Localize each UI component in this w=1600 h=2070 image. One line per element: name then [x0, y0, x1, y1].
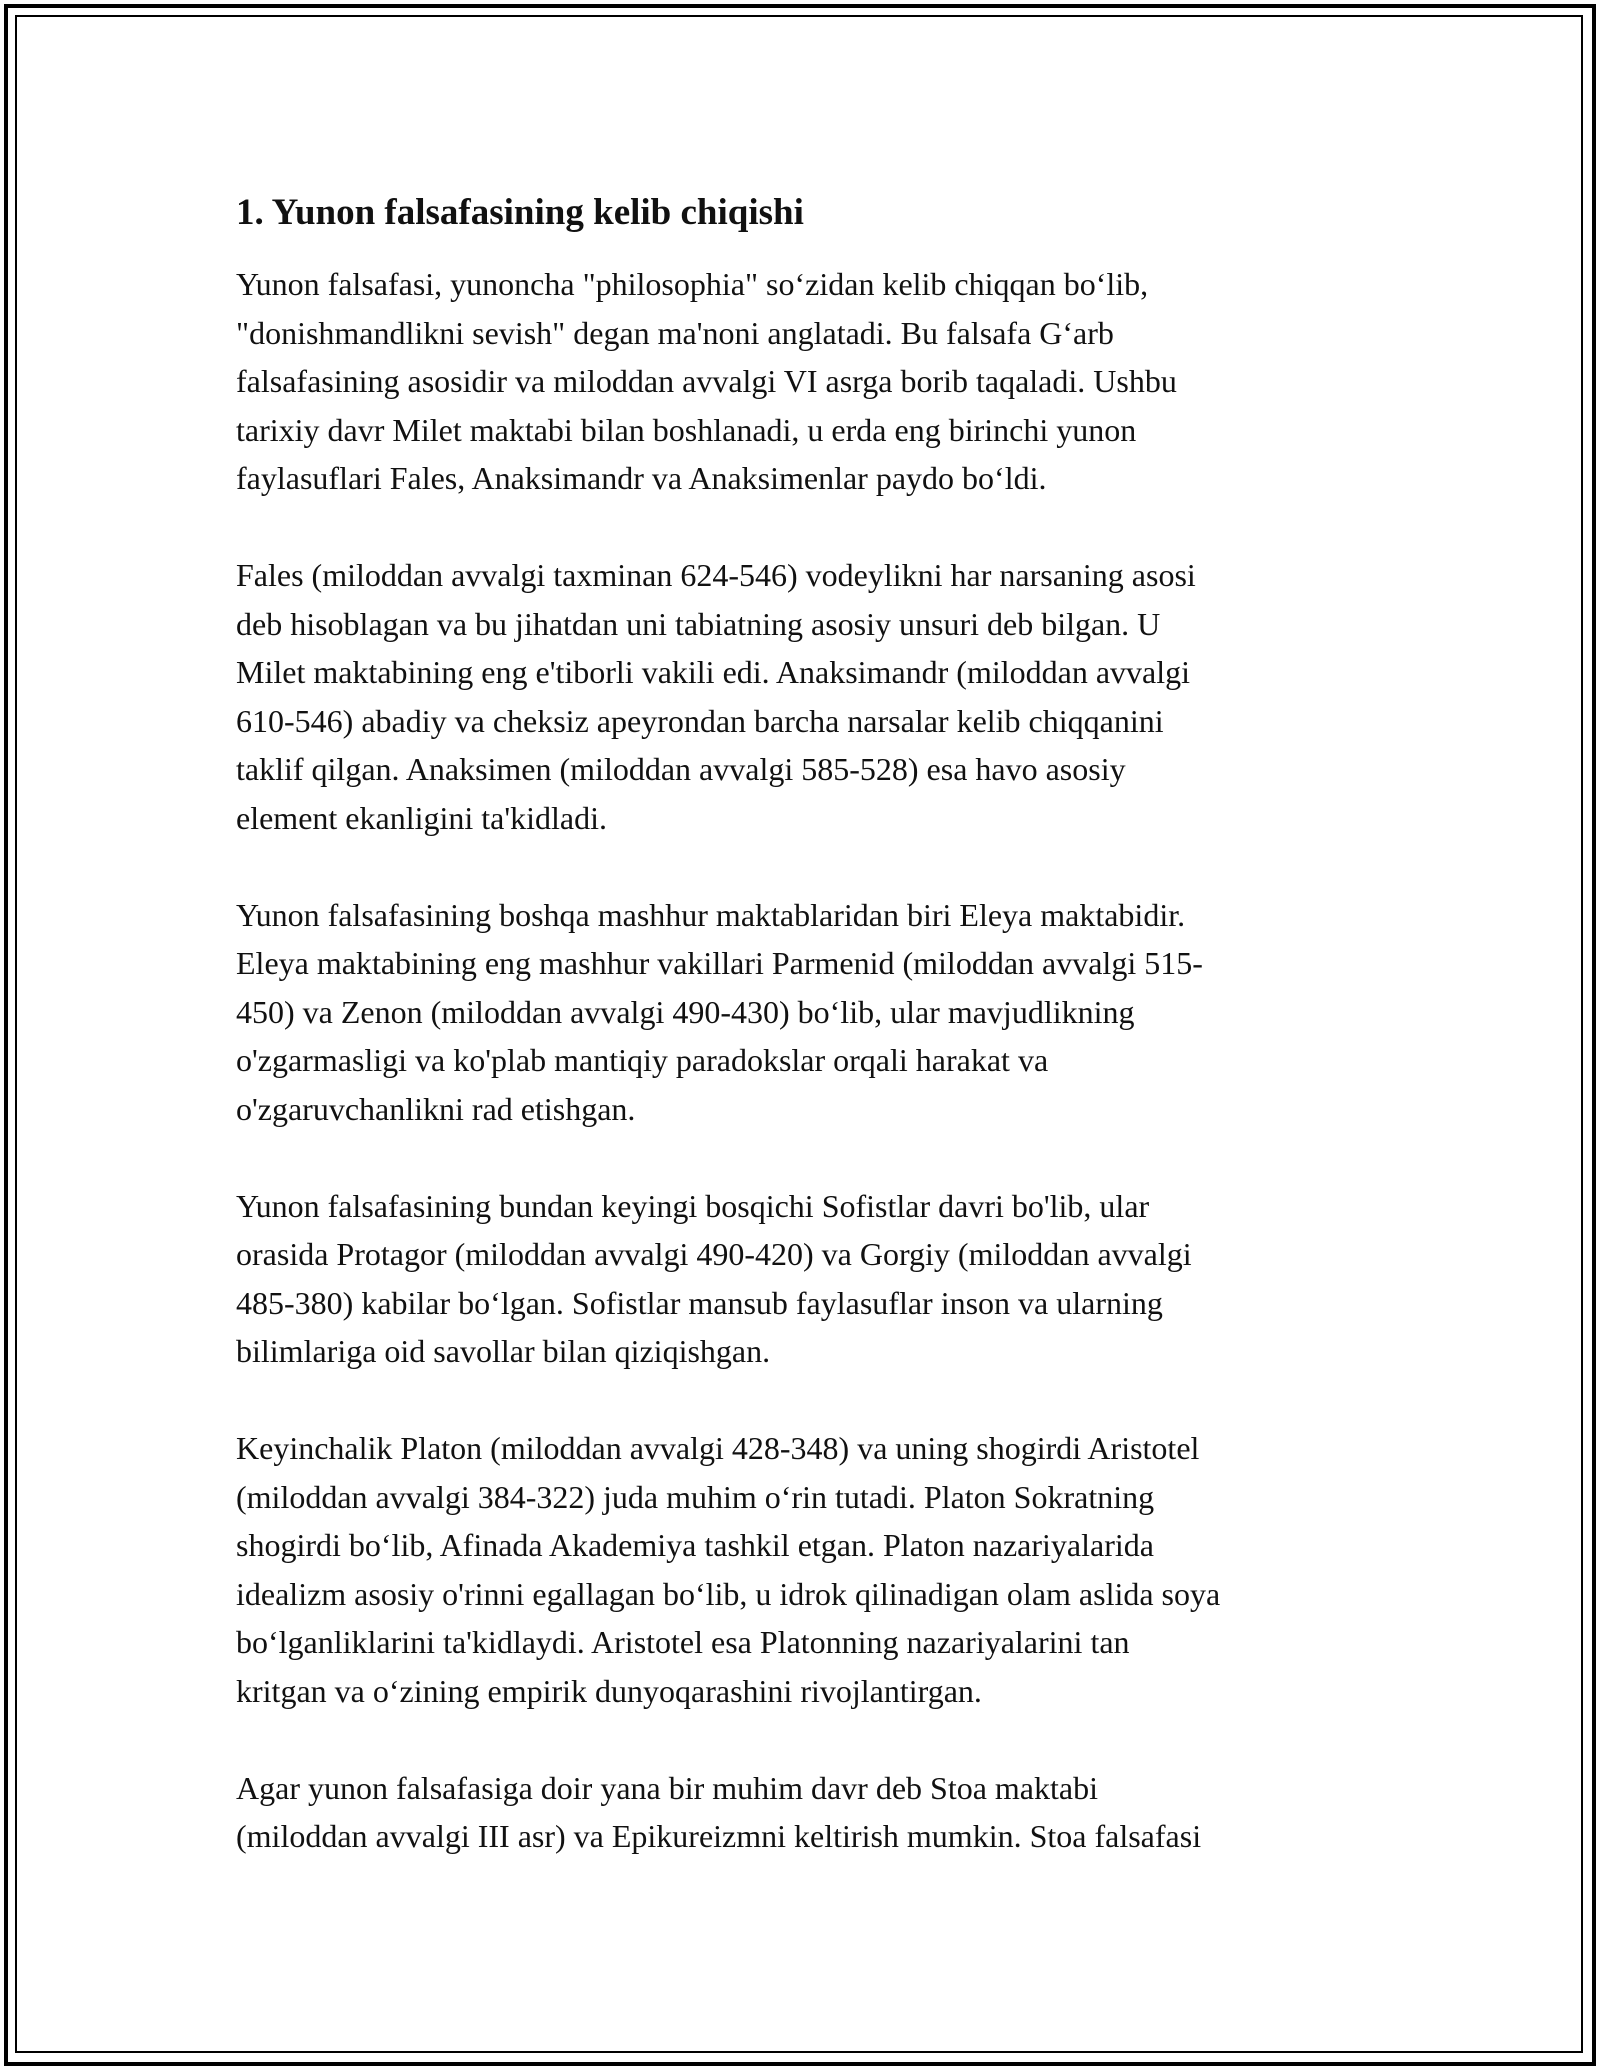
text-line: (miloddan avvalgi 384-322) juda muhim o‘rin tutadi. Platon Sokratning [236, 1478, 1155, 1515]
text-line: Agar yunon falsafasiga doir yana bir muhim davr deb Stoa maktabi [236, 1769, 1098, 1806]
text-line: bo‘lganliklarini ta'kidlaydi. Aristotel esa Platonning nazariyalarini tan [236, 1624, 1130, 1660]
paragraph-sofistlar [236, 1182, 1376, 1376]
section-title: 1. Yunon falsafasining kelib chiqishi [236, 192, 804, 233]
text-line: 610-546) abadiy va cheksiz apeyrondan barcha narsalar kelib chiqqanini [236, 702, 1164, 739]
text-line: element ekanligini ta'kidladi. [236, 799, 607, 836]
text-line: idealizm asosiy o'rinni egallagan bo‘lib, u idrok qilinadigan olam aslida soya [236, 1575, 1221, 1612]
text-line: o'zgarmasligi va ko'plab mantiqiy paradokslar orqali harakat va [236, 1042, 1049, 1078]
text-line: 485-380) kabilar bo‘lgan. Sofistlar mansub faylasuflar inson va ularning [236, 1284, 1163, 1321]
text-line: deb hisoblagan va bu jihatdan uni tabiatning asosiy unsuri deb bilgan. U [236, 605, 1161, 642]
text-line: shogirdi bo‘lib, Afinada Akademiya tashkil etgan. Platon nazariyalarida [236, 1527, 1154, 1563]
paragraph-fales [236, 551, 1376, 842]
text-line: 450) va Zenon (miloddan avvalgi 490-430) bo‘lib, ular mavjudlikning [236, 993, 1135, 1030]
text-line: falsafasining asosidir va miloddan avvalgi VI asrga borib taqaladi. Ushbu [236, 363, 1177, 399]
text-line: Yunon falsafasining bundan keyingi bosqichi Sofistlar davri bo'lib, ular [236, 1187, 1150, 1224]
paragraph-stoa [236, 1764, 1376, 1861]
text-line: Yunon falsafasi, yunoncha "philosophia" so‘zidan kelib chiqqan bo‘lib, [236, 266, 1149, 302]
text-line: Keyinchalik Platon (miloddan avvalgi 428-348) va uning shogirdi Aristotel [236, 1430, 1200, 1466]
text-line: taklif qilgan. Anaksimen (miloddan avvalgi 585-528) esa havo asosiy [236, 751, 1126, 787]
text-line: Milet maktabining eng e'tiborli vakili edi. Anaksimandr (miloddan avvalgi [236, 654, 1191, 690]
text-line: Fales (miloddan avvalgi taxminan 624-546) vodeylikni har narsaning asosi [236, 557, 1196, 593]
document-body [236, 188, 1376, 1909]
paragraph-platon [236, 1424, 1376, 1715]
paragraph-milet [236, 260, 1376, 503]
text-line: bilimlariga oid savollar bilan qiziqishgan. [236, 1333, 771, 1369]
paragraph-eleya [236, 891, 1376, 1134]
text-line: kritgan va o‘zining empirik dunyoqarashini rivojlantirgan. [236, 1672, 982, 1709]
text-line: "donishmandlikni sevish" degan ma'noni anglatadi. Bu falsafa G‘arb [236, 314, 1114, 351]
text-line: tarixiy davr Milet maktabi bilan boshlanadi, u erda eng birinchi yunon [236, 411, 1137, 448]
text-line: faylasuflari Fales, Anaksimandr va Anaksimenlar paydo bo‘ldi. [236, 460, 1047, 496]
text-line: orasida Protagor (miloddan avvalgi 490-420) va Gorgiy (miloddan avvalgi [236, 1236, 1192, 1272]
text-line: (miloddan avvalgi III asr) va Epikureizmni keltirish mumkin. Stoa falsafasi [236, 1818, 1202, 1854]
text-line: Eleya maktabining eng mashhur vakillari Parmenid (miloddan avvalgi 515- [236, 945, 1203, 981]
text-line: o'zgaruvchanlikni rad etishgan. [236, 1090, 636, 1127]
text-line: Yunon falsafasining boshqa mashhur maktablaridan biri Eleya maktabidir. [236, 896, 1186, 933]
